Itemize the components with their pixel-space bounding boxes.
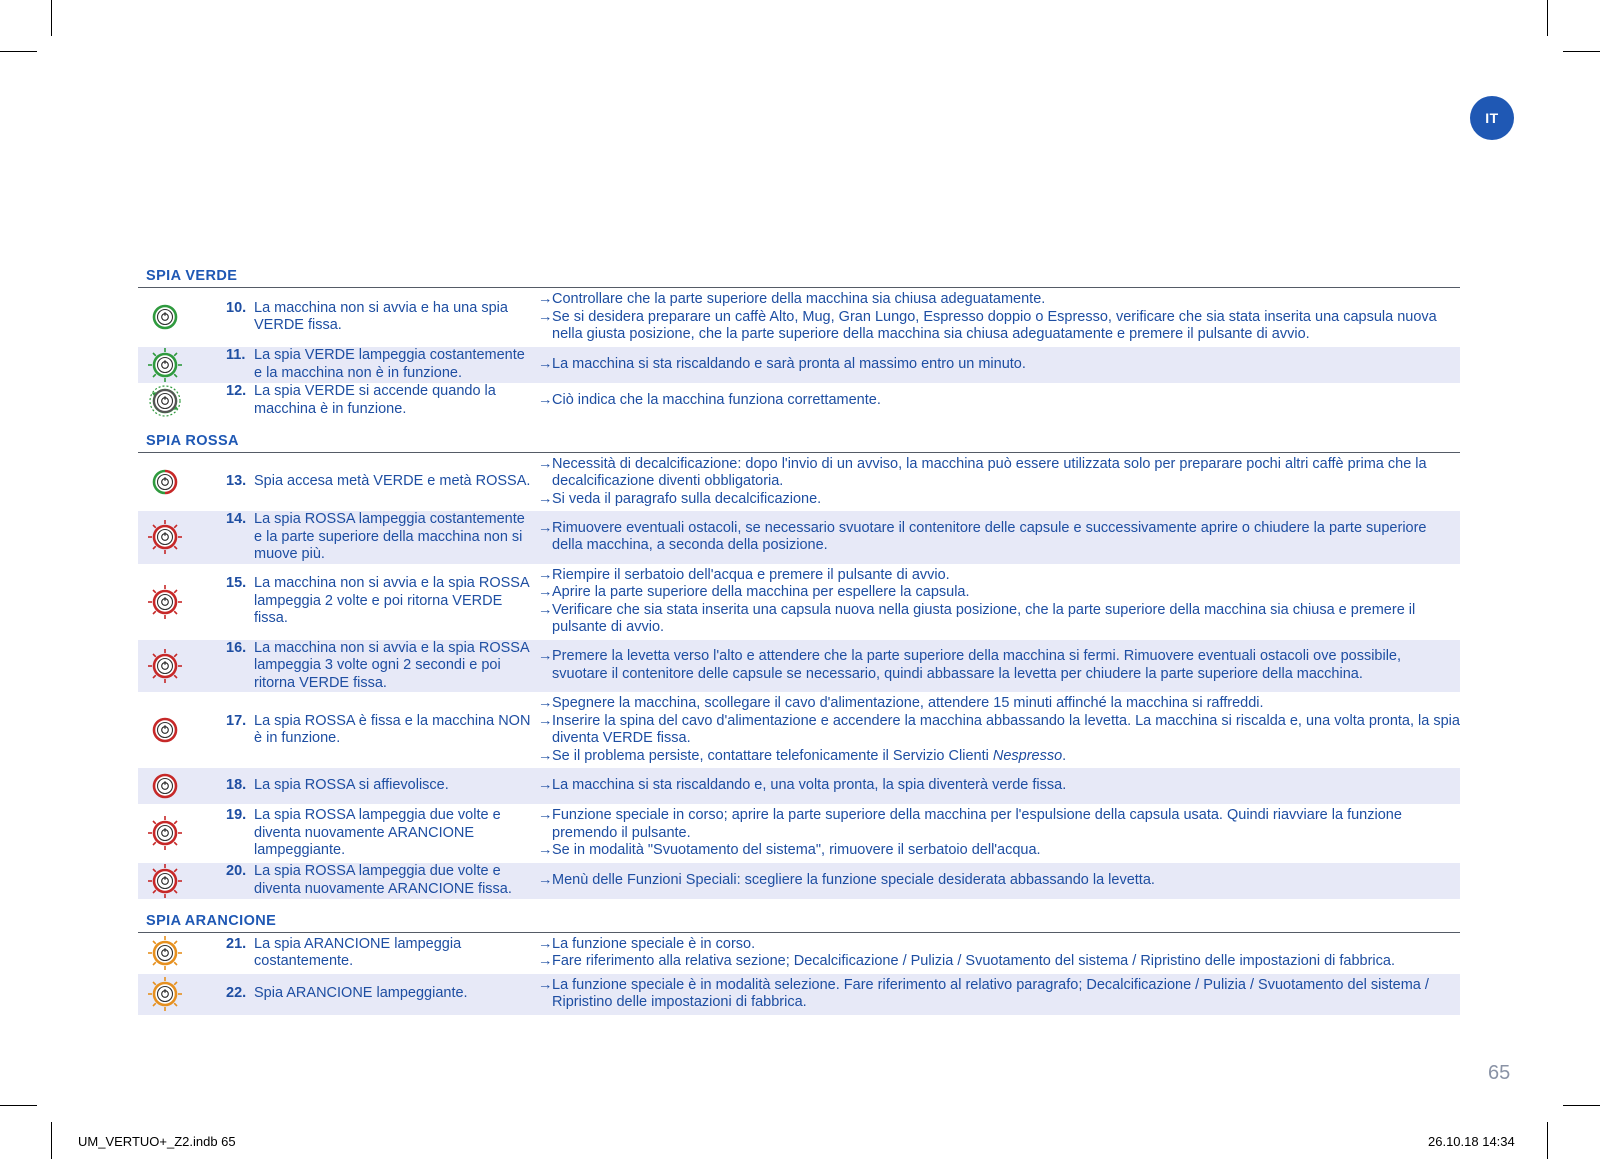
solution-item bbox=[538, 648, 1460, 683]
green-blinking-light-icon bbox=[138, 347, 192, 383]
solution-list bbox=[538, 774, 1460, 798]
issue-number: 12. bbox=[226, 383, 247, 399]
solution-text: La funzione speciale è in corso. bbox=[552, 935, 756, 952]
arrow-icon: → bbox=[538, 976, 553, 993]
issue-text: La macchina non si avvia e ha una spia VERDE fissa. bbox=[254, 299, 508, 334]
issue-description bbox=[192, 936, 538, 971]
solution-item bbox=[538, 953, 1460, 971]
issue-text: La spia ARANCIONE lampeggia costantemente. bbox=[254, 935, 462, 969]
half-green-half-red-light-icon bbox=[138, 464, 192, 500]
solution-text: La macchina si sta riscaldando e sarà pronta al massimo entro un minuto. bbox=[552, 355, 1026, 372]
issue-text: La spia ROSSA lampeggia due volte e diventa nuovamente ARANCIONE fissa. bbox=[254, 863, 512, 897]
solution-item bbox=[538, 777, 1460, 795]
solution-text: Se in modalità "Svuotamento del sistema", rimuovere il serbatoio dell'acqua. bbox=[552, 842, 1041, 858]
solution-list bbox=[538, 453, 1460, 512]
issue-text: La spia VERDE lampeggia costantemente e la macchina non è in funzione. bbox=[254, 347, 525, 381]
green-rotating-light-icon bbox=[138, 383, 192, 419]
table-row bbox=[138, 564, 1460, 640]
arrow-icon: → bbox=[538, 566, 553, 583]
solution-item bbox=[538, 602, 1460, 637]
language-badge: IT bbox=[1470, 96, 1514, 140]
solution-item bbox=[538, 309, 1460, 344]
solution-text: La funzione speciale è in modalità selezione. Fare riferimento al relativo paragrafo; Decalcificazione / Pulizia / Svuotamento del sistema / Ripristino delle impostazioni di fabbrica. bbox=[552, 976, 1429, 1010]
red-steady-light-icon bbox=[138, 712, 192, 748]
table-row bbox=[138, 640, 1460, 693]
solution-item bbox=[538, 807, 1460, 842]
crop-mark bbox=[0, 1105, 37, 1106]
footer-date-slug: 26.10.18 14:34 bbox=[1428, 1134, 1515, 1149]
table-row bbox=[138, 768, 1460, 804]
solution-text: La macchina si sta riscaldando e, una volta pronta, la spia diventerà verde fissa. bbox=[552, 777, 1067, 794]
solution-text: Controllare che la parte superiore della macchina sia chiusa adeguatamente. bbox=[552, 291, 1046, 307]
orange-blinking-light-icon bbox=[138, 935, 192, 971]
solution-list bbox=[538, 353, 1460, 377]
issue-description bbox=[192, 863, 538, 898]
issue-description bbox=[192, 347, 538, 382]
issue-text: La spia VERDE si accende quando la macchina è in funzione. bbox=[254, 383, 496, 417]
solution-item bbox=[538, 392, 1460, 410]
solution-text: Aprire la parte superiore della macchina per espellere la capsula. bbox=[552, 584, 970, 600]
crop-mark bbox=[51, 0, 52, 36]
issue-text: La spia ROSSA lampeggia costantemente e la parte superiore della macchina non si muove più. bbox=[254, 511, 525, 562]
solution-list bbox=[538, 645, 1460, 686]
table-row bbox=[138, 692, 1460, 768]
section-title: SPIA ROSSA bbox=[138, 429, 1460, 453]
solution-item bbox=[538, 456, 1460, 491]
solution-item bbox=[538, 291, 1460, 309]
solution-text: Verificare che sia stata inserita una capsula nuova nella giusta posizione, che la parte superiore della macchina sia chiusa e premere il pulsante di avvio. bbox=[552, 601, 1416, 635]
issue-text: Spia accesa metà VERDE e metà ROSSA. bbox=[254, 473, 531, 489]
issue-number: 15. bbox=[226, 575, 247, 592]
arrow-icon: → bbox=[538, 807, 553, 823]
arrow-icon: → bbox=[538, 842, 553, 858]
solution-text: Rimuovere eventuali ostacoli, se necessario svuotare il contenitore delle capsule e successivamente aprire o chiudere la parte superiore della macchina, a seconda della posizione. bbox=[552, 519, 1427, 554]
issue-description bbox=[192, 473, 538, 491]
solution-text: Funzione speciale in corso; aprire la parte superiore della macchina per l'espulsione della capsula usata. Quindi riavviare la funzione premendo il pulsante. bbox=[552, 807, 1402, 841]
arrow-icon: → bbox=[538, 308, 553, 325]
crop-mark bbox=[1547, 1122, 1548, 1159]
red-blinking-light-icon bbox=[138, 648, 192, 684]
crop-mark bbox=[1563, 1105, 1600, 1106]
table-row bbox=[138, 453, 1460, 512]
solution-item bbox=[538, 713, 1460, 748]
footer-file-slug: UM_VERTUO+_Z2.indb 65 bbox=[78, 1134, 236, 1149]
solution-list bbox=[538, 804, 1460, 863]
arrow-icon: → bbox=[538, 519, 553, 536]
solution-item bbox=[538, 872, 1460, 890]
page-number: 65 bbox=[1488, 1062, 1511, 1084]
issue-description bbox=[192, 575, 538, 628]
issue-number: 19. bbox=[226, 807, 247, 823]
solution-text: Se si desidera preparare un caffè Alto, Mug, Gran Lungo, Espresso doppio o Espresso, verificare che sia stata inserita una capsula nuova nella giusta posizione, che la parte superiore della macchina sia chiusa adeguatamente e premere il pulsante di avvio. bbox=[552, 308, 1437, 342]
issue-number: 18. bbox=[226, 777, 247, 794]
solution-item bbox=[538, 695, 1460, 713]
issue-number: 22. bbox=[226, 985, 247, 1002]
arrow-icon: → bbox=[538, 695, 553, 711]
solution-item bbox=[538, 491, 1460, 509]
red-fading-light-icon bbox=[138, 768, 192, 804]
solution-text: Ciò indica che la macchina funziona correttamente. bbox=[552, 391, 881, 408]
solution-item bbox=[538, 936, 1460, 954]
issue-number: 17. bbox=[226, 712, 247, 729]
arrow-icon: → bbox=[538, 455, 553, 472]
solution-item bbox=[538, 842, 1460, 860]
solution-text: Se il problema persiste, contattare telefonicamente il Servizio Clienti Nespresso. bbox=[552, 747, 1067, 764]
red-blinking-light-icon bbox=[138, 584, 192, 620]
solution-item bbox=[538, 748, 1460, 766]
issue-description bbox=[192, 985, 538, 1003]
solution-list bbox=[538, 869, 1460, 893]
solution-list bbox=[538, 517, 1460, 558]
arrow-icon: → bbox=[538, 601, 553, 618]
table-row bbox=[138, 288, 1460, 347]
crop-mark bbox=[0, 51, 37, 52]
table-row bbox=[138, 933, 1460, 974]
issue-description bbox=[192, 807, 538, 860]
arrow-icon: → bbox=[538, 584, 553, 600]
arrow-icon: → bbox=[538, 712, 553, 729]
solution-text: Inserire la spina del cavo d'alimentazione e accendere la macchina abbassando la levetta. La macchina si riscalda e, una volta pronta, la spia diventa VERDE fissa. bbox=[552, 712, 1460, 746]
arrow-icon: → bbox=[538, 355, 553, 372]
crop-mark bbox=[51, 1122, 52, 1159]
arrow-icon: → bbox=[538, 391, 553, 408]
arrow-icon: → bbox=[538, 777, 553, 794]
issue-text: La spia ROSSA si affievolisce. bbox=[254, 777, 449, 794]
issue-description bbox=[192, 511, 538, 564]
issue-text: La spia ROSSA lampeggia due volte e diventa nuovamente ARANCIONE lampeggiante. bbox=[254, 807, 501, 858]
arrow-icon: → bbox=[538, 871, 553, 888]
solution-text: Spegnere la macchina, scollegare il cavo d'alimentazione, attendere 15 minuti affinché la macchina si raffreddi. bbox=[552, 695, 1264, 711]
issue-number: 16. bbox=[226, 639, 247, 656]
solution-item bbox=[538, 520, 1460, 555]
table-row bbox=[138, 974, 1460, 1015]
arrow-icon: → bbox=[538, 648, 553, 665]
issue-description bbox=[192, 640, 538, 693]
issue-text: La macchina non si avvia e la spia ROSSA lampeggia 2 volte e poi ritorna VERDE fissa. bbox=[254, 575, 529, 627]
issue-text: Spia ARANCIONE lampeggiante. bbox=[254, 985, 468, 1002]
arrow-icon: → bbox=[538, 747, 553, 764]
table-row bbox=[138, 383, 1460, 419]
crop-mark bbox=[1563, 51, 1600, 52]
solution-list bbox=[538, 974, 1460, 1015]
solution-list bbox=[538, 288, 1460, 347]
red-blinking-light-icon bbox=[138, 863, 192, 899]
solution-text: Premere la levetta verso l'alto e attendere che la parte superiore della macchina si fermi. Rimuovere eventuali ostacoli ove possibile, svuotare il contenitore delle capsule se necessario, quindi abbassare la levetta per chiudere la parte superiore della macchina. bbox=[552, 648, 1402, 682]
solution-text: Menù delle Funzioni Speciali: scegliere la funzione speciale desiderata abbassando la levetta. bbox=[552, 871, 1155, 888]
solution-text: Si veda il paragrafo sulla decalcificazione. bbox=[552, 490, 822, 507]
solution-item bbox=[538, 567, 1460, 585]
table-row bbox=[138, 863, 1460, 899]
table-row bbox=[138, 804, 1460, 863]
solution-item bbox=[538, 356, 1460, 374]
issue-number: 11. bbox=[226, 347, 246, 363]
red-blinking-light-icon bbox=[138, 519, 192, 555]
issue-number: 14. bbox=[226, 511, 247, 527]
solution-list bbox=[538, 692, 1460, 768]
table-row bbox=[138, 511, 1460, 564]
section-title: SPIA VERDE bbox=[138, 264, 1460, 288]
solution-item bbox=[538, 584, 1460, 602]
arrow-icon: → bbox=[538, 291, 553, 307]
section-title: SPIA ARANCIONE bbox=[138, 909, 1460, 933]
crop-mark bbox=[1547, 0, 1548, 36]
solution-list bbox=[538, 389, 1460, 413]
table-row bbox=[138, 347, 1460, 383]
issue-description bbox=[192, 300, 538, 335]
solution-text: Necessità di decalcificazione: dopo l'invio di un avviso, la macchina può essere utilizzata solo per preparare pochi altri caffè prima che la decalcificazione diventi obbligatoria. bbox=[552, 455, 1427, 489]
issue-number: 13. bbox=[226, 473, 247, 489]
arrow-icon: → bbox=[538, 953, 553, 969]
issue-description bbox=[192, 713, 538, 748]
issue-description bbox=[192, 777, 538, 795]
green-steady-light-icon bbox=[138, 299, 192, 335]
issue-text: La spia ROSSA è fissa e la macchina NON è in funzione. bbox=[254, 712, 531, 746]
solution-item bbox=[538, 977, 1460, 1012]
issue-number: 10. bbox=[226, 299, 247, 316]
solution-text: Fare riferimento alla relativa sezione; Decalcificazione / Pulizia / Svuotamento del sistema / Ripristino delle impostazioni di fabbrica. bbox=[552, 953, 1395, 969]
arrow-icon: → bbox=[538, 490, 553, 507]
solution-text: Riempire il serbatoio dell'acqua e premere il pulsante di avvio. bbox=[552, 566, 950, 583]
issue-description bbox=[192, 383, 538, 418]
issue-text: La macchina non si avvia e la spia ROSSA lampeggia 3 volte ogni 2 secondi e poi ritorna VERDE fissa. bbox=[254, 639, 529, 691]
troubleshooting-table bbox=[138, 264, 1460, 1015]
issue-number: 20. bbox=[226, 863, 247, 879]
issue-number: 21. bbox=[226, 935, 247, 952]
solution-list bbox=[538, 933, 1460, 974]
arrow-icon: → bbox=[538, 935, 553, 952]
solution-list bbox=[538, 564, 1460, 640]
orange-blinking-light-icon bbox=[138, 976, 192, 1012]
red-blinking-light-icon bbox=[138, 815, 192, 851]
